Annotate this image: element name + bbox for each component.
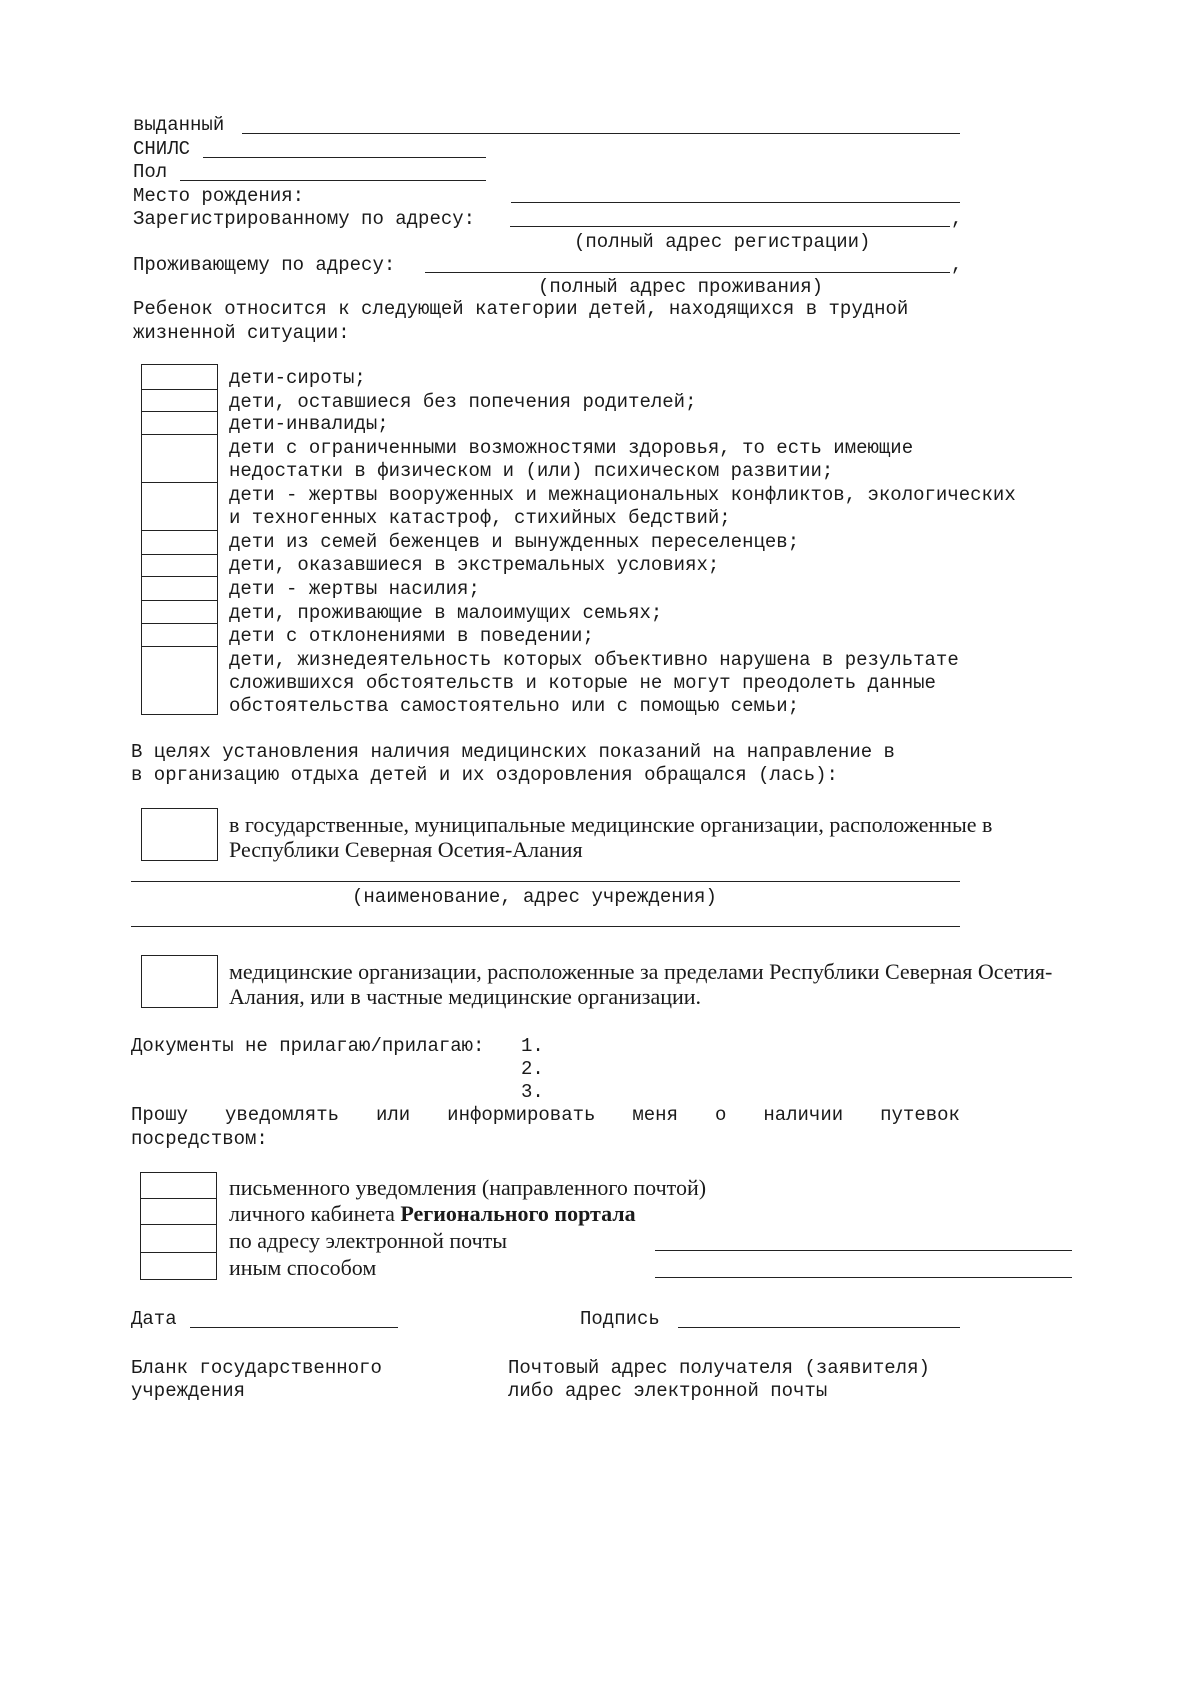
state-medical-text-2: Республики Северная Осетия-Алания [229, 837, 583, 862]
sex-label: Пол [133, 161, 168, 183]
notify-word: меня [632, 1104, 678, 1126]
outside-medical-text-2: Алания, или в частные медицинские организации. [229, 984, 702, 1009]
medical-intro-line-1: В целях установления наличия медицинских показаний на направление в [131, 741, 895, 763]
institution-hint: (наименование, адрес учреждения) [352, 886, 717, 908]
email-line[interactable] [655, 1250, 1072, 1251]
checkbox-divider [141, 576, 218, 577]
notify-option-portal-text: личного кабинета [229, 1201, 401, 1226]
notify-word: уведомлять [224, 1104, 340, 1126]
notify-option-mail[interactable]: письменного уведомления (направленного почтой) [229, 1175, 707, 1200]
checkbox-divider [141, 554, 218, 555]
registered-line[interactable] [510, 226, 950, 227]
notify-request-line [131, 1103, 960, 1128]
notify-word: о [714, 1104, 727, 1126]
state-medical-checkbox[interactable] [141, 808, 218, 861]
date-label: Дата [131, 1308, 177, 1330]
category-circumstances[interactable]: дети, жизнедеятельность которых объективно нарушена в результате [229, 649, 959, 671]
notify-word: путевок [880, 1104, 960, 1126]
other-method-line[interactable] [655, 1277, 1072, 1278]
category-without-care[interactable]: дети, оставшиеся без попечения родителей; [229, 391, 697, 413]
state-medical-text-1: в государственные, муниципальные медицинские организации, расположенные в [229, 812, 993, 837]
registered-label: Зарегистрированному по адресу: [133, 208, 476, 230]
category-limited-health[interactable]: дети с ограниченными возможностями здоровья, то есть имеющие [229, 437, 914, 459]
checkbox-divider [141, 530, 218, 531]
checkbox-divider [141, 482, 218, 483]
document-item-2[interactable]: 2. [521, 1058, 544, 1080]
category-orphans[interactable]: дети-сироты; [229, 367, 366, 389]
outside-medical-text-1: медицинские организации, расположенные за пределами Республики Северная Осетия- [229, 959, 1053, 984]
footer-left-line-1: Бланк государственного [131, 1357, 382, 1379]
footer-left-line-2: учреждения [131, 1380, 246, 1402]
category-extreme[interactable]: дети, оказавшиеся в экстремальных условиях; [229, 554, 720, 576]
notify-word: наличии [763, 1104, 844, 1126]
registered-comma: , [951, 208, 963, 230]
checkbox-divider [141, 600, 218, 601]
footer-right-line-1: Почтовый адрес получателя (заявителя) [508, 1357, 930, 1379]
living-comma: , [951, 254, 963, 276]
category-low-income[interactable]: дети, проживающие в малоимущих семьях; [229, 602, 663, 624]
medical-intro-line-2: в организацию отдыха детей и их оздоровления обращался (лась): [131, 764, 838, 786]
category-circumstances-cont: сложившихся обстоятельств и которые не могут преодолеть данные [229, 672, 936, 694]
snils-label: СНИЛС [133, 138, 191, 160]
living-label: Проживающему по адресу: [133, 254, 396, 276]
signature-label: Подпись [580, 1308, 660, 1330]
category-intro-line-2: жизненной ситуации: [133, 322, 350, 344]
document-item-3[interactable]: 3. [521, 1081, 544, 1103]
sex-line[interactable] [180, 180, 486, 181]
notify-checkbox-column [140, 1172, 217, 1280]
category-circumstances-cont: обстоятельства самостоятельно или с помощью семьи; [229, 695, 800, 717]
footer-right-line-2: либо адрес электронной почты [508, 1380, 828, 1402]
notify-word: Прошу [131, 1104, 189, 1126]
checkbox-divider [141, 646, 218, 647]
checkbox-divider [140, 1252, 217, 1253]
category-conflict-victims[interactable]: дети - жертвы вооруженных и межнациональных конфликтов, экологических [229, 484, 1016, 506]
category-behavior[interactable]: дети с отклонениями в поведении; [229, 625, 594, 647]
notify-option-portal[interactable] [229, 1200, 636, 1228]
notify-option-other[interactable]: иным способом [229, 1255, 377, 1280]
signature-line[interactable] [678, 1327, 960, 1328]
checkbox-divider [140, 1198, 217, 1199]
notify-word: информировать [447, 1104, 596, 1126]
notify-option-email[interactable]: по адресу электронной почты [229, 1228, 508, 1253]
registered-hint: (полный адрес регистрации) [574, 231, 871, 253]
notify-request-line-2: посредством: [131, 1128, 268, 1150]
living-hint: (полный адрес проживания) [538, 276, 824, 298]
institution-line[interactable] [131, 881, 960, 882]
documents-label: Документы не прилагаю/прилагаю: [131, 1035, 485, 1057]
category-checkbox-column [141, 364, 218, 715]
outside-medical-checkbox[interactable] [141, 955, 218, 1008]
checkbox-divider [141, 434, 218, 435]
birthplace-label: Место рождения: [133, 185, 305, 207]
checkbox-divider [141, 411, 218, 412]
category-disabled[interactable]: дети-инвалиды; [229, 413, 389, 435]
checkbox-divider [141, 623, 218, 624]
notify-option-portal-bold: Регионального портала [400, 1201, 636, 1226]
category-column-divider [217, 364, 218, 715]
issued-line[interactable] [242, 133, 960, 134]
snils-line[interactable] [203, 157, 486, 158]
notify-word: или [375, 1104, 411, 1126]
issued-label: выданный [133, 114, 225, 136]
checkbox-divider [140, 1224, 217, 1225]
living-line[interactable] [425, 272, 950, 273]
document-item-1[interactable]: 1. [521, 1035, 544, 1057]
category-limited-health-cont: недостатки в физическом и (или) психическом развитии; [229, 460, 834, 482]
birthplace-line[interactable] [511, 202, 960, 203]
category-conflict-victims-cont: и техногенных катастроф, стихийных бедствий; [229, 507, 731, 529]
date-line[interactable] [190, 1327, 398, 1328]
institution-line-2[interactable] [131, 926, 960, 927]
checkbox-divider [141, 389, 218, 390]
category-refugees[interactable]: дети из семей беженцев и вынужденных переселенцев; [229, 531, 800, 553]
category-violence[interactable]: дети - жертвы насилия; [229, 578, 480, 600]
category-intro-line-1: Ребенок относится к следующей категории детей, находящихся в трудной [133, 298, 909, 320]
